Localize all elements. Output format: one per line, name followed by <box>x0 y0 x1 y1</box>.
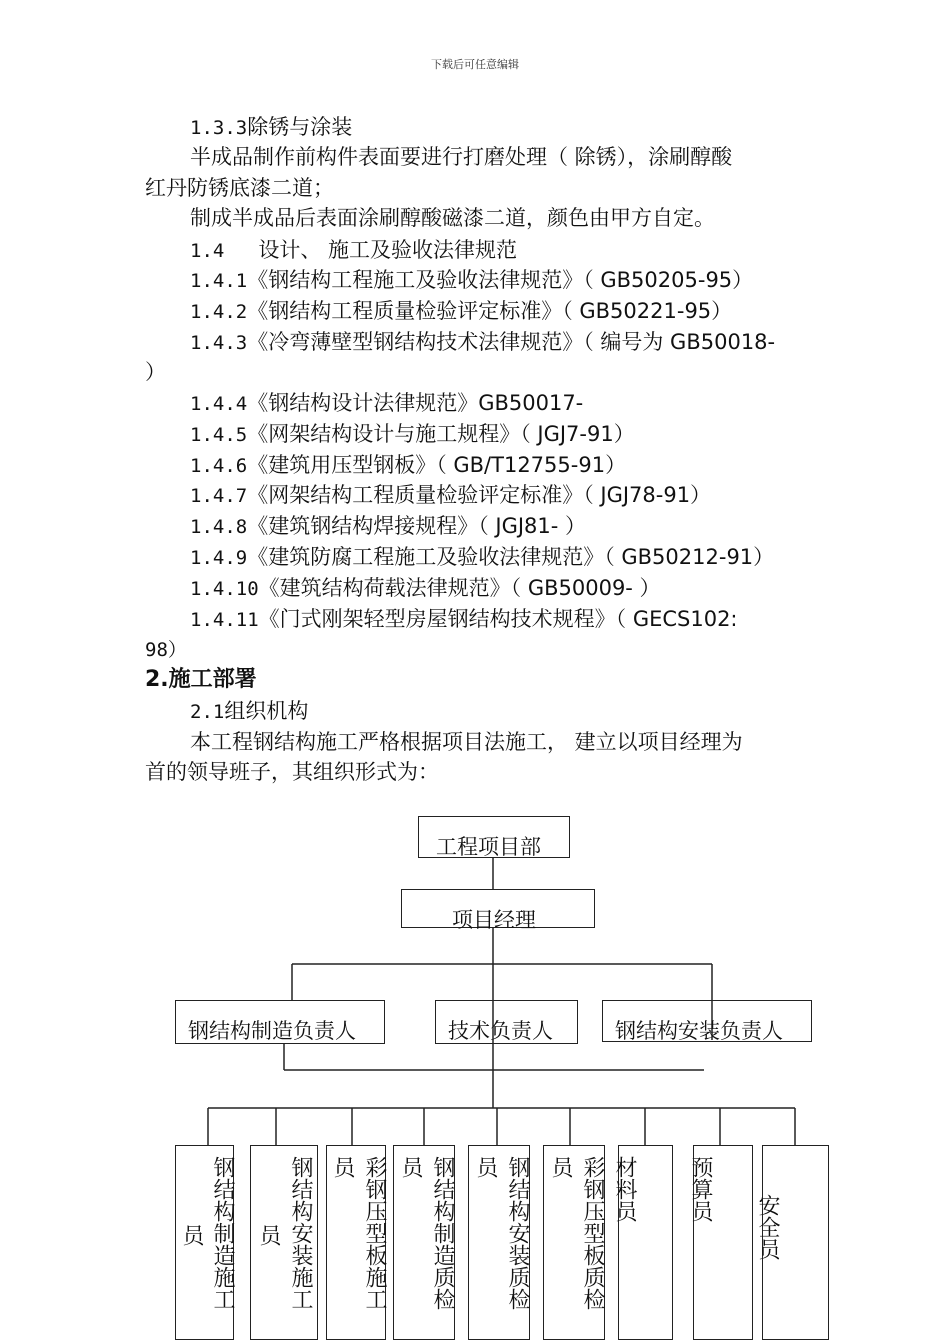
standard-item: 1.4.10《建筑结构荷载法律规范》（ GB50009- ） <box>190 576 661 600</box>
staff-suffix: 员 <box>548 1156 573 1178</box>
standard-item: 1.4.9《建筑防腐工程施工及验收法律规范》（ GB50212-91） <box>190 545 775 569</box>
standard-item: 1.4.5《网架结构设计与施工规程》（ JGJ7-91） <box>190 422 635 446</box>
staff-suffix: 员 <box>473 1156 498 1178</box>
org-node-lead <box>175 1000 385 1044</box>
org-node-staff <box>250 1145 318 1340</box>
paragraph-line: 制成半成品后表面涂刷醇酸磁漆二道，颜色由甲方自定。 <box>190 206 715 230</box>
paragraph-line: 首的领导班子，其组织形式为： <box>145 760 439 784</box>
section-number: 1.3.3 <box>190 117 248 139</box>
staff-role: 钢结构安装施工 <box>288 1156 313 1310</box>
node-label: 钢结构制造负责人 <box>188 1019 356 1043</box>
org-node-staff <box>612 1145 673 1340</box>
staff-role: 安全员 <box>755 1194 780 1260</box>
org-node-staff <box>326 1145 386 1340</box>
staff-role: 彩钢压型板质检 <box>580 1156 605 1310</box>
org-node-project-department <box>418 816 570 858</box>
section-number: 1.4 <box>190 240 225 262</box>
section-heading: 2.施工部署 <box>145 667 257 692</box>
staff-role: 钢结构制造施工 <box>210 1156 235 1310</box>
section-title: 设计、 施工及验收法律规范 <box>258 238 518 262</box>
standard-item: 1.4.11《门式刚架轻型房屋钢结构技术规程》（ GECS102: <box>190 607 738 631</box>
paragraph-line: ） <box>145 360 166 384</box>
staff-role: 彩钢压型板施工 <box>362 1156 387 1310</box>
node-label: 项目经理 <box>452 908 536 932</box>
standard-item: 1.4.2《钢结构工程质量检验评定标准》（ GB50221-95） <box>190 299 733 323</box>
staff-suffix: 员 <box>398 1156 423 1178</box>
staff-role: 预算员 <box>688 1156 713 1222</box>
node-label: 技术负责人 <box>448 1019 553 1043</box>
standard-item: 1.4.4《钢结构设计法律规范》GB50017- <box>190 391 584 415</box>
org-node-staff <box>755 1145 829 1340</box>
node-label: 工程项目部 <box>436 835 541 859</box>
org-node-lead <box>435 1000 578 1044</box>
staff-role: 钢结构制造质检 <box>430 1156 455 1310</box>
node-label: 钢结构安装负责人 <box>615 1019 783 1043</box>
standard-item: 1.4.1《钢结构工程施工及验收法律规范》（ GB50205-95） <box>190 268 754 292</box>
staff-suffix: 员 <box>179 1224 204 1246</box>
staff-role: 材料员 <box>612 1156 637 1222</box>
staff-suffix: 员 <box>330 1156 355 1178</box>
standard-item: 1.4.8《建筑钢结构焊接规程》（ JGJ81- ） <box>190 514 587 538</box>
paragraph-line: 98） <box>145 639 187 661</box>
org-node-staff <box>393 1145 455 1340</box>
section-2-1: 2.1组织机构 <box>190 699 309 723</box>
org-node-staff <box>175 1145 234 1340</box>
org-node-staff <box>468 1145 530 1340</box>
standard-item: 1.4.7《网架结构工程质量检验评定标准》（ JGJ78-91） <box>190 483 712 507</box>
paragraph-line: 半成品制作前构件表面要进行打磨处理（ 除锈），涂刷醇酸 <box>190 145 733 169</box>
paragraph-line: 本工程钢结构施工严格根据项目法施工， 建立以项目经理为 <box>190 730 743 754</box>
staff-role: 钢结构安装质检 <box>505 1156 530 1310</box>
paragraph-line: 红丹防锈底漆二道； <box>145 176 334 200</box>
section-title: 除锈与涂装 <box>247 115 353 139</box>
page-header: 下载后可任意编辑 <box>431 58 519 71</box>
org-node-staff <box>543 1145 605 1340</box>
org-node-project-manager <box>401 889 595 932</box>
standard-item: 1.4.6《建筑用压型钢板》（ GB/T12755-91） <box>190 453 627 477</box>
standard-item: 1.4.3《冷弯薄壁型钢结构技术法律规范》（ 编号为 GB50018- <box>190 330 776 354</box>
staff-suffix: 员 <box>256 1224 281 1246</box>
org-node-lead <box>602 1000 812 1042</box>
